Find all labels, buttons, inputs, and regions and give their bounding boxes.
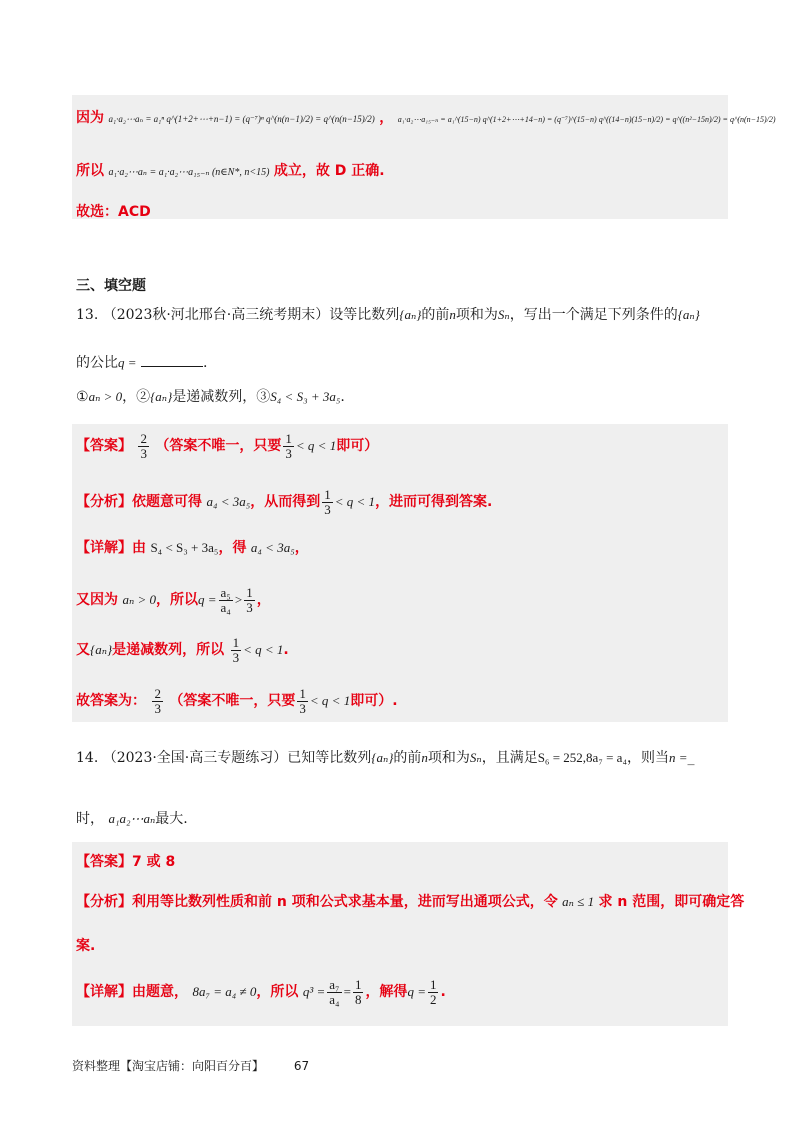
q14-detail	[76, 978, 446, 1006]
q13-detail-line2	[76, 586, 271, 614]
q13-detail-line3	[76, 636, 289, 664]
q14-detail-end: .	[440, 984, 446, 1001]
q13-analysis-text2: ，从而得到	[250, 494, 321, 511]
q14-detail-frac3: $\frac{1}{2}$	[429, 977, 437, 1007]
q14-stem-4: ，且满足	[481, 750, 538, 766]
q13-stem-5: 的公比	[76, 355, 118, 371]
q14-detail-label: 【详解】	[76, 984, 132, 1001]
q13-detail-l2-t1: 又因为	[76, 592, 118, 609]
formula-b: a₁·a₂⋯a₁₅₋ₙ = a₁^(15−n) q^(1+2+⋯+14−n) = (q⁻⁷)^(15−n) q^((14−n)(15−n)/2) = q^((n²−15n)/2) = q^(n(n−15)/2)	[397, 115, 776, 124]
cond1-mark: ①	[76, 389, 89, 405]
q14-detail-eq: =	[343, 984, 351, 1000]
because-label: 因为	[76, 110, 104, 126]
holds-text: 成立，故 D 正确.	[273, 163, 385, 179]
q14-stem-3: 项和为	[427, 750, 470, 766]
cond-end: .	[340, 389, 345, 405]
q13-stem-end: .	[202, 355, 208, 371]
q13-detail-l4-t1: 故答案为：	[76, 693, 146, 710]
q14-analysis-label: 【分析】	[76, 894, 132, 910]
q13-seq2: {aₙ}	[677, 307, 700, 322]
q13-stem-3: 项和为	[455, 307, 498, 323]
answer-acd: 故选：ACD	[76, 204, 151, 220]
q14-analysis-text2: 求 n 范围，即可确定答	[598, 894, 745, 910]
q13-stem-1: 设等比数列	[329, 307, 400, 323]
q13-detail-l4-rest: < q < 1	[309, 693, 351, 709]
q14-detail-q3: q³ =	[302, 984, 326, 1000]
q13-detail-l2-end: ，	[256, 592, 271, 609]
so-line	[76, 160, 385, 180]
q14-analysis-line1	[76, 891, 744, 911]
q13-answer-range-frac: $\frac{1}{3}$	[285, 431, 292, 461]
q13-stem-4: ，写出一个满足下列条件的	[509, 307, 678, 323]
q13-detail-l4-frac: $\frac{2}{3}$	[154, 686, 161, 716]
cond2-seq: {aₙ}	[150, 389, 173, 404]
q13-sn: Sₙ	[497, 307, 510, 322]
page-number: 67	[293, 1059, 310, 1073]
q14-answer-text: 7 或 8	[132, 854, 176, 870]
q14-number: 14.	[76, 750, 99, 766]
q13-detail-l3-end: .	[283, 642, 289, 659]
q14-detail-text1: 由题意，	[132, 984, 188, 1001]
q14-line2-2: 最大.	[155, 811, 188, 827]
q13-detail-line4	[76, 687, 398, 715]
cond2-text: 是递减数列，③	[172, 389, 271, 405]
q13-detail-ineq2: a₄ < 3a₅	[250, 540, 295, 555]
q13-analysis-text3: ，进而可得到答案.	[375, 494, 493, 511]
q13-analysis-ineq: a₄ < 3a₅	[206, 494, 251, 510]
q13-detail-l3-t2: 是递减数列，所以	[112, 642, 225, 659]
q13-detail-l3-rest: < q < 1	[243, 642, 284, 658]
q13-answer-note1: （答案不唯一，只要	[155, 438, 282, 455]
q13-detail-l2-gt: >	[234, 592, 243, 608]
comma: ，	[379, 110, 394, 126]
q14-stem-1: 已知等比数列	[287, 750, 372, 766]
q13-source: （2023秋·河北邢台·高三统考期末）	[102, 307, 330, 323]
q14-sn: Sₙ	[469, 750, 482, 765]
q14-detail-text2: ，所以	[256, 984, 299, 1001]
q13-detail-text1: 由	[132, 540, 146, 556]
q13-detail-text3: ，	[294, 540, 309, 556]
q14-detail-frac1: $\frac{\text{a₇}}{\text{a₄}}$	[329, 977, 340, 1007]
q13-detail-l2-rfrac: $\frac{1}{3}$	[246, 585, 253, 615]
q13-detail-l2-cond: aₙ > 0	[122, 592, 156, 608]
q14-analysis-text1: 利用等比数列性质和前 n 项和公式求基本量，进而写出通项公式，令	[132, 894, 558, 910]
q13-detail-line1	[76, 537, 309, 557]
q14-analysis-line2: 案.	[76, 938, 96, 954]
q13-analysis	[76, 488, 492, 516]
q13-answer-range: < q < 1	[295, 438, 337, 454]
q14-detail-text3: ，解得	[365, 984, 408, 1001]
q13-answer-blank[interactable]	[141, 354, 203, 367]
footer	[72, 1057, 309, 1074]
q13-detail-l3-seq: {aₙ}	[90, 642, 113, 658]
so-label: 所以	[76, 163, 104, 179]
q13-detail-l3-t1: 又	[76, 642, 90, 659]
q13-stem-line2	[76, 352, 207, 372]
q14-n: n	[421, 750, 428, 765]
q14-seq: {aₙ}	[371, 750, 394, 765]
q13-detail-ineq1: S₄ < S₃ + 3a₅	[150, 540, 219, 555]
q14-analysis-cond: aₙ ≤ 1	[562, 894, 595, 909]
q14-source: （2023·全国·高三专题练习）	[102, 750, 288, 766]
q13-analysis-text1: 依题意可得	[132, 494, 202, 511]
q14-answer-label: 【答案】	[76, 854, 132, 870]
q14-detail-q-eq: q =	[407, 984, 426, 1000]
q13-detail-l3-frac: $\frac{1}{3}$	[232, 635, 240, 665]
q13-answer	[76, 432, 378, 460]
q14-stem-line2	[76, 808, 188, 828]
cond3: S₄ < S₃ + 3a₅	[270, 389, 341, 404]
because-line	[76, 107, 776, 127]
q13-stem-2: 的前	[421, 307, 450, 323]
q13-answer-note2: 即可）	[336, 438, 379, 455]
q13-detail-l4-rfrac: $\frac{1}{3}$	[299, 686, 306, 716]
q13-answer-frac: $\frac{2}{3}$	[140, 431, 147, 461]
q13-detail-l4-t2: （答案不唯一，只要	[169, 693, 296, 710]
footer-text: 资料整理【淘宝店铺：向阳百分百】	[72, 1059, 265, 1073]
solution-box-q13	[72, 424, 728, 722]
q14-stem-5: ，则当	[626, 750, 669, 766]
q13-answer-label: 【答案】	[76, 438, 132, 455]
section-title: 三、填空题	[76, 278, 146, 294]
q13-n: n	[449, 307, 456, 322]
q14-detail-eq1: 8a₇ = a₄ ≠ 0	[192, 984, 257, 1000]
q14-answer	[76, 851, 175, 871]
q13-detail-label: 【详解】	[76, 540, 132, 556]
q13-analysis-range: < q < 1	[334, 494, 376, 510]
q14-cond: S₆ = 252,8a₇ = a₄	[537, 750, 627, 765]
q14-stem-line1	[76, 747, 695, 767]
q13-analysis-label: 【分析】	[76, 494, 132, 511]
q13-q-eq: q =	[118, 355, 137, 370]
formula-c: a₁·a₂⋯aₙ = a₁·a₂⋯a₁₅₋ₙ (n∈N*, n<15)	[108, 167, 270, 178]
q13-conditions	[76, 386, 345, 406]
q13-detail-l2-q: q =	[198, 592, 217, 608]
q14-n-eq: n =	[668, 750, 688, 765]
q14-line2-1: 时，	[76, 811, 104, 827]
cond1: aₙ > 0	[88, 389, 123, 404]
q13-stem-line1	[76, 304, 700, 324]
q14-product: a₁a₂⋯aₙ	[108, 811, 156, 826]
q14-blank[interactable]: _	[687, 750, 695, 766]
cond2-mark: ，②	[122, 389, 151, 405]
q14-detail-frac2: $\frac{1}{8}$	[354, 977, 362, 1007]
formula-a: a₁·a₂⋯aₙ = a₁ⁿ q^(1+2+⋯+n−1) = (q⁻⁷)ⁿ q^(n(n−1)/2) = q^(n(n−15)/2)	[108, 114, 375, 124]
q13-seq: {aₙ}	[399, 307, 422, 322]
q13-number: 13.	[76, 307, 99, 323]
q13-detail-l2-frac: $\frac{\text{a₅}}{\text{a₄}}$	[220, 585, 231, 615]
q13-analysis-frac: $\frac{1}{3}$	[324, 487, 331, 517]
q14-stem-2: 的前	[393, 750, 422, 766]
q13-detail-l2-t2: ，所以	[156, 592, 198, 609]
q13-detail-l4-t3: 即可）.	[350, 693, 398, 710]
q13-detail-text2: ，得	[218, 540, 247, 556]
